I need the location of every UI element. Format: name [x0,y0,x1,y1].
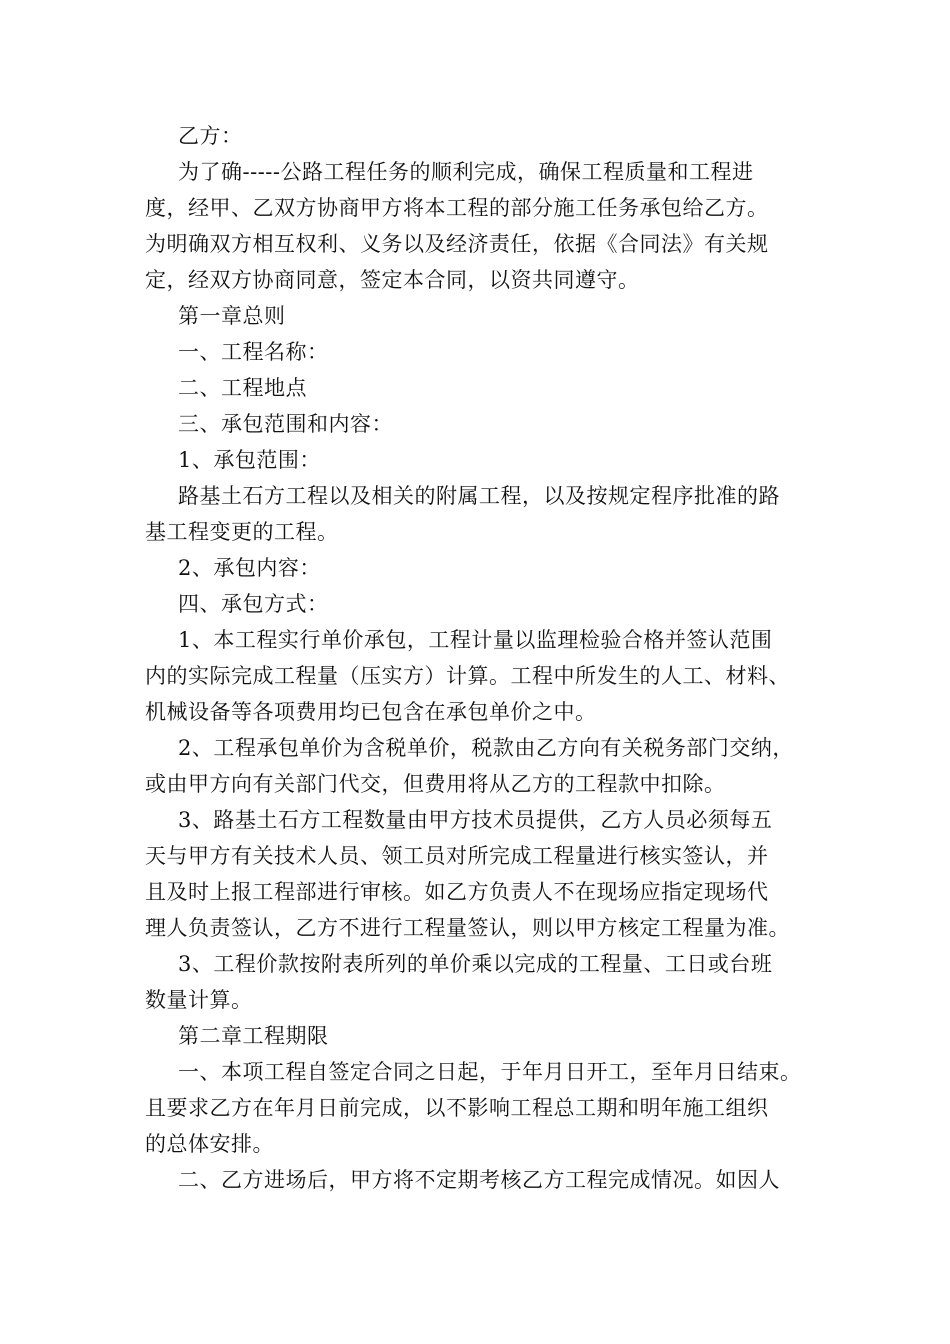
section-heading: 三、承包范围和内容： [178,412,393,436]
paragraph-line: 基工程变更的工程。 [145,520,339,544]
paragraph-line: 3、路基土石方工程数量由甲方技术员提供，乙方人员必须每五 [178,808,773,832]
paragraph-line: 路基土石方工程以及相关的附属工程，以及按规定程序批准的路 [178,484,780,508]
subsection-heading: 1、承包范围： [178,448,321,472]
paragraph-line: 且及时上报工程部进行审核。如乙方负责人不在现场应指定现场代 [145,880,769,904]
paragraph-line: 数量计算。 [145,988,253,1012]
paragraph-line: 天与甲方有关技术人员、领工员对所完成工程量进行核实签认，并 [145,844,769,868]
section-heading: 二、工程地点 [178,376,307,400]
paragraph-line: 内的实际完成工程量（压实方）计算。工程中所发生的人工、材料、 [145,664,790,688]
paragraph-line: 定，经双方协商同意，签定本合同，以资共同遵守。 [145,268,640,292]
paragraph-line: 一、本项工程自签定合同之日起，于年月日开工，至年月日结束。 [178,1060,802,1084]
paragraph-line: 2、工程承包单价为含税单价，税款由乙方向有关税务部门交纳， [178,736,794,760]
section-heading: 一、工程名称： [178,340,329,364]
paragraph-line: 1、本工程实行单价承包，工程计量以监理检验合格并签认范围 [178,628,773,652]
chapter-heading: 第二章工程期限 [178,1024,329,1048]
paragraph-line: 机械设备等各项费用均已包含在承包单价之中。 [145,700,597,724]
chapter-heading: 第一章总则 [178,304,286,328]
paragraph-line: 的总体安排。 [145,1132,274,1156]
section-heading: 四、承包方式： [178,592,329,616]
paragraph-line: 3、工程价款按附表所列的单价乘以完成的工程量、工日或台班 [178,952,773,976]
paragraph-line: 或由甲方向有关部门代交，但费用将从乙方的工程款中扣除。 [145,772,726,796]
paragraph-line: 理人负责签认，乙方不进行工程量签认，则以甲方核定工程量为准。 [145,916,790,940]
party-b-label: 乙方： [178,124,243,148]
paragraph-line: 二、乙方进场后，甲方将不定期考核乙方工程完成情况。如因人 [178,1168,780,1192]
paragraph-line: 为明确双方相互权利、义务以及经济责任，依据《合同法》有关规 [145,232,769,256]
paragraph-line: 度，经甲、乙双方协商甲方将本工程的部分施工任务承包给乙方。 [145,196,769,220]
paragraph-line: 且要求乙方在年月日前完成，以不影响工程总工期和明年施工组织 [145,1096,769,1120]
subsection-heading: 2、承包内容： [178,556,321,580]
paragraph-line: 为了确-----公路工程任务的顺利完成，确保工程质量和工程进 [178,160,754,184]
